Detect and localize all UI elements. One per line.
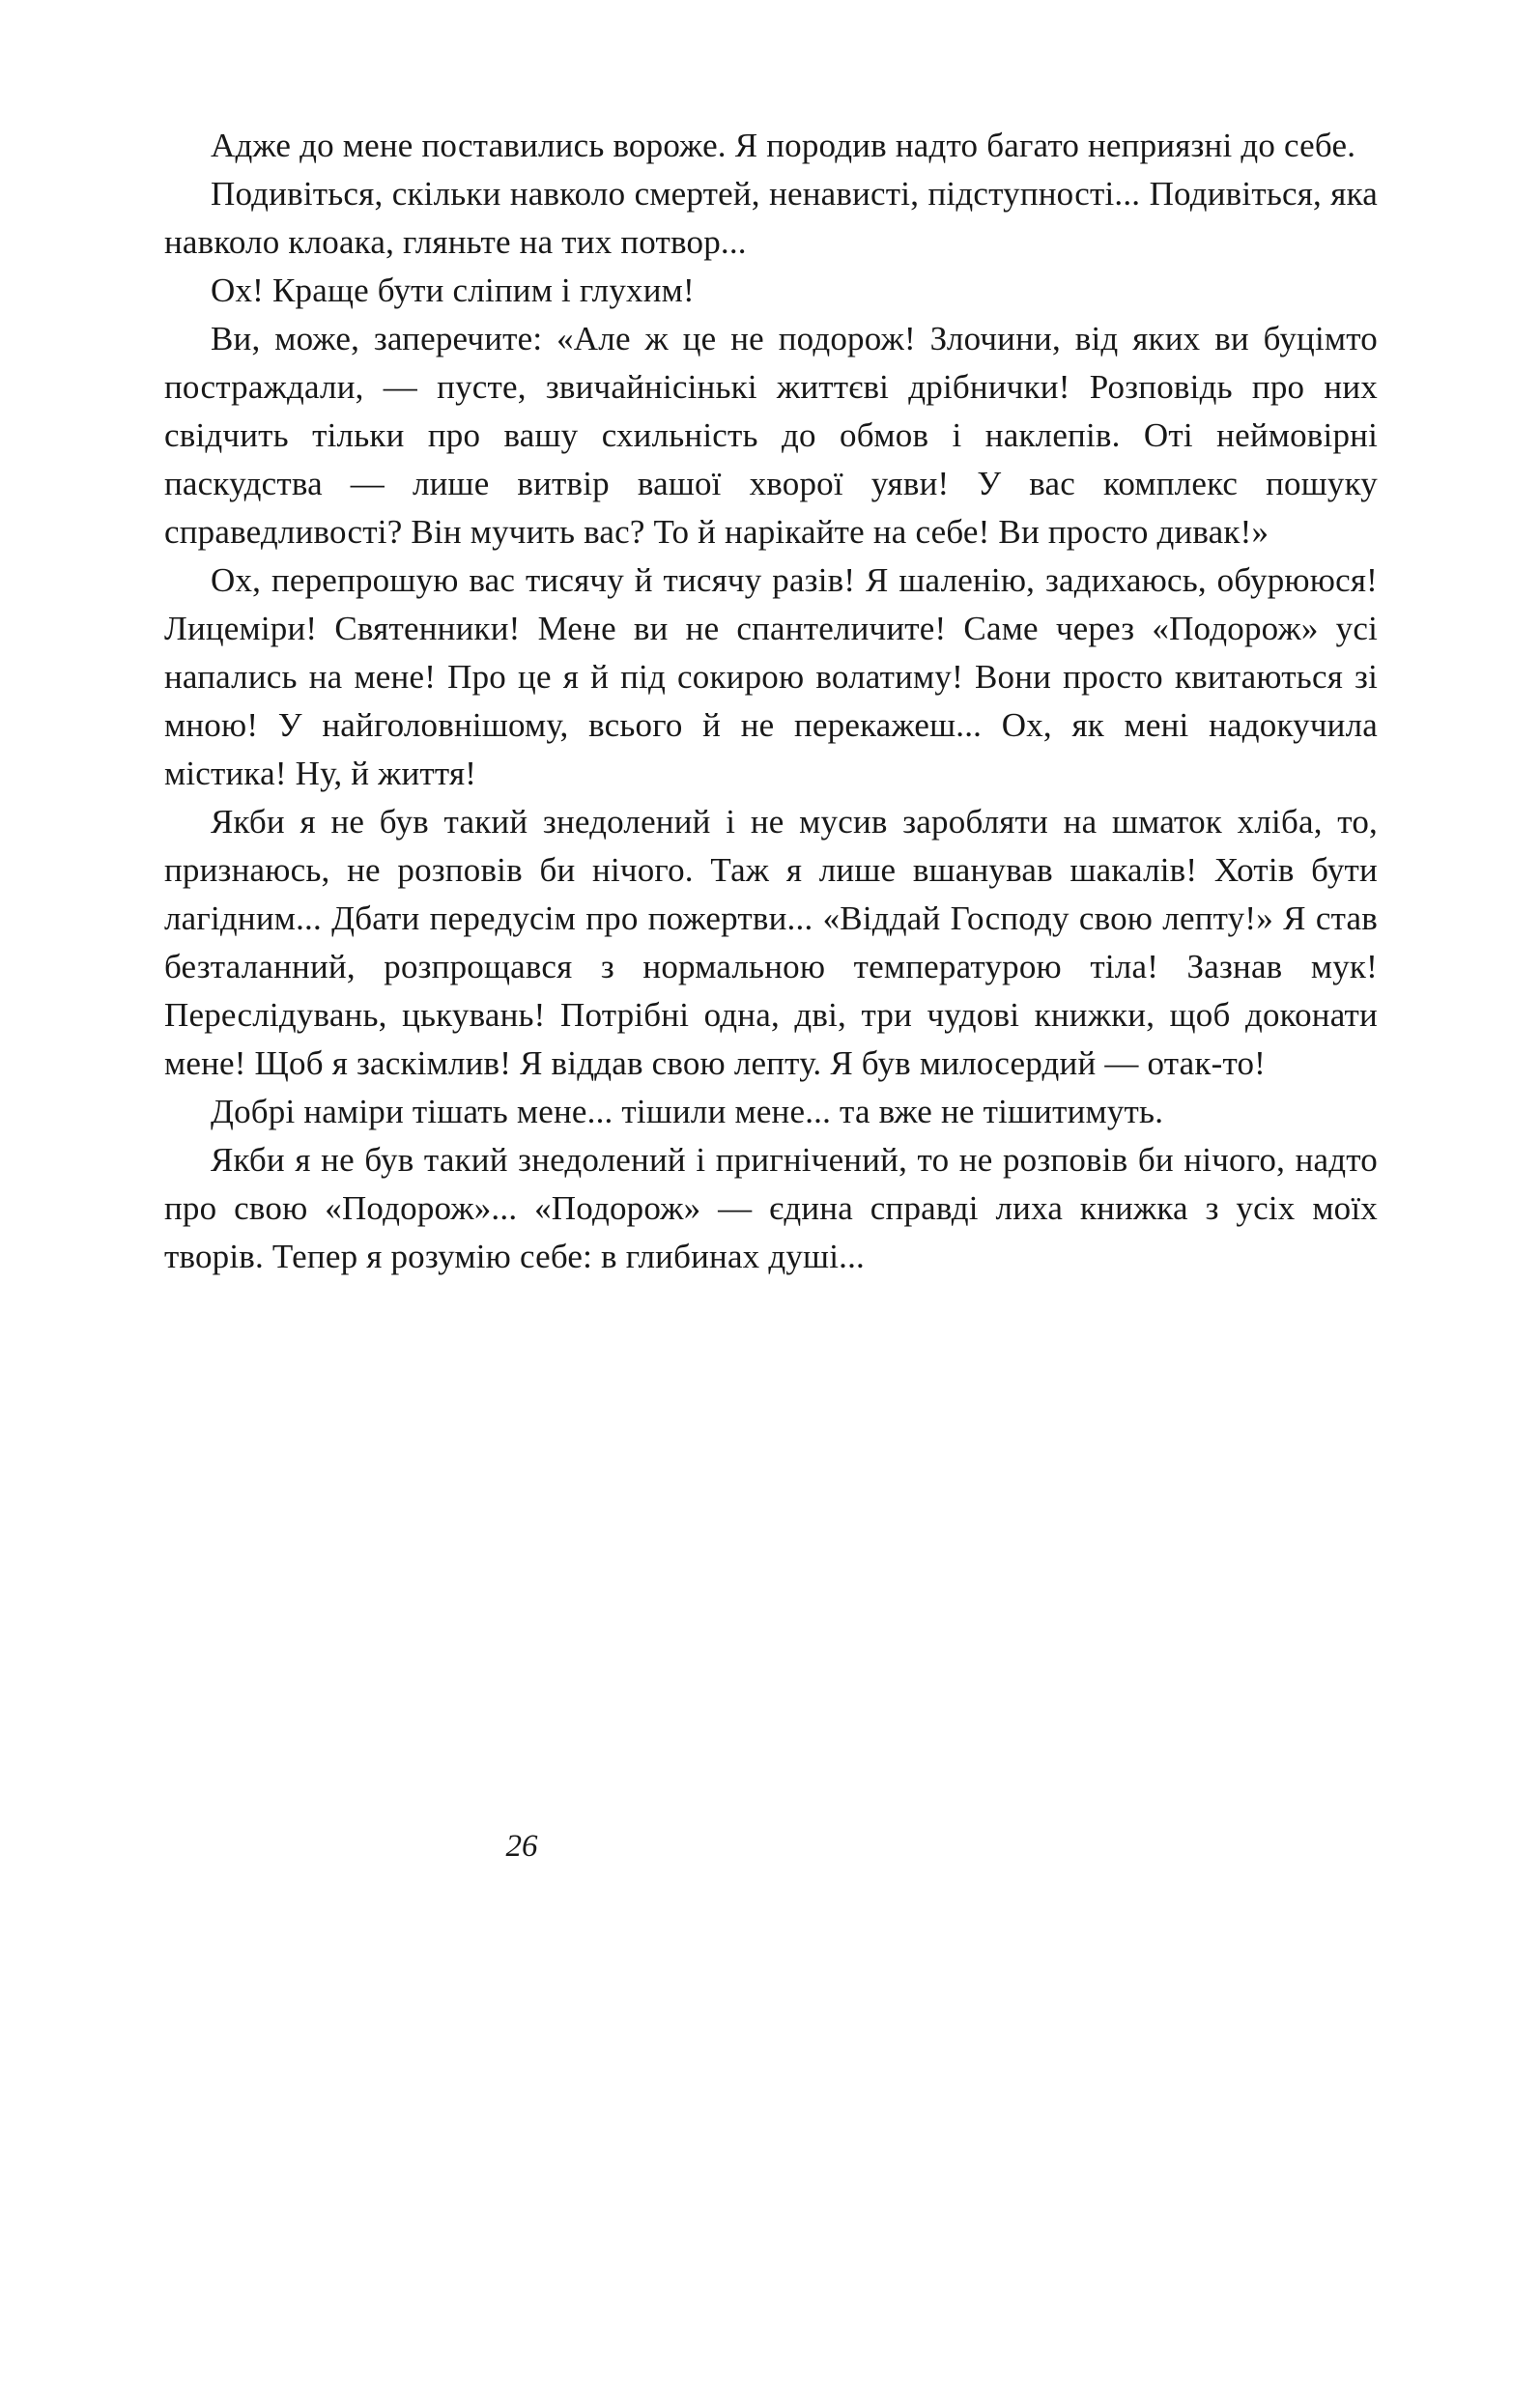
paragraph: Добрі наміри тішать мене... тішили мене... та вже не тішитимуть. [211,1093,1164,1130]
paragraph: Ох, перепрошую вас тисячу й тисячу разів! Я шаленію, задихаюсь, обурююся! Лицеміри! Святенники! Мене ви не спантеличите! Саме через «Подорож» усі напались на мене! Про це я й під сокирою волатиму! Вони просто квитаються зі мною! У найголовнішому, всього й не перекажеш... Ох, як мені надокучила містика! Ну, й життя! [164,561,1378,792]
paragraph: Якби я не був такий знедолений і пригнічений, то не розповів би нічого, надто про свою «Подорож»... «Подорож» — єдина справді лиха книжка з усіх моїх творів. Тепер я розумію себе: в глибинах душі... [164,1141,1378,1275]
body-text [164,122,1378,1281]
paragraph: Ох! Краще бути сліпим і глухим! [211,271,695,309]
paragraph: Ви, може, заперечите: «Але ж це не подорож! Злочини, від яких ви буцімто постраждали, — пусте, звичайнісінькі життєві дрібнички! Розповідь про них свідчить тільки про вашу схильність до обмов і наклепів. Оті неймовірні паскудства — лише витвір вашої хворої уяви! У вас комплекс пошуку справедливості? Він мучить вас? То й нарікайте на себе! Ви просто дивак!» [164,320,1378,551]
paragraph: Подивіться, скільки навколо смертей, ненависті, підступності... Подивіться, яка навколо клоака, гляньте на тих потвор... [164,175,1378,261]
paragraph: Якби я не був такий знедолений і не мусив заробляти на шматок хліба, то, признаюсь, не розповів би нічого. Таж я лише вшанував шакалів! Хотів бути лагідним... Дбати передусім про пожертви... «Віддай Господу свою лепту!» Я став безталанний, розпрощався з нормальною температурою тіла! Зазнав мук! Переслідувань, цькувань! Потрібні одна, дві, три чудові книжки, щоб доконати мене! Щоб я заскімлив! Я віддав свою лепту. Я був милосердий — отак-то! [164,803,1378,1082]
page-number: 26 [505,1829,538,1864]
paragraph: Адже до мене поставились вороже. Я породив надто багато неприязні до себе. [211,127,1356,164]
